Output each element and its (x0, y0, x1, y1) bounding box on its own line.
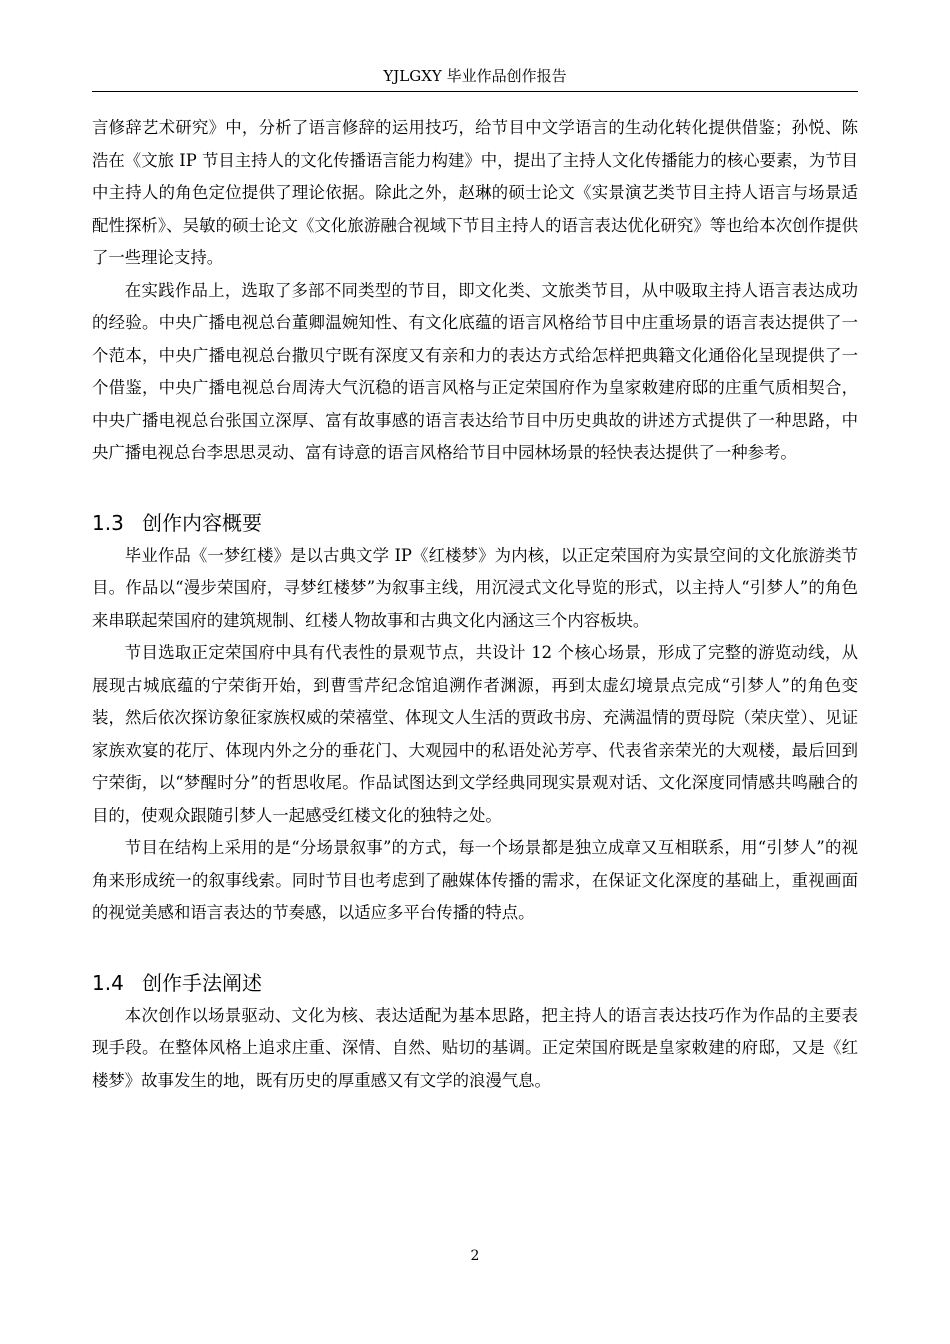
paragraph: 本次创作以场景驱动、文化为核、表达适配为基本思路，把主持人的语言表达技巧作为作品的主要表现手段。在整体风格上追求庄重、深情、自然、贴切的基调。正定荣国府既是皇家敕建的府邸，又是《红楼梦》故事发生的地，既有历史的厚重感又有文学的浪漫气息。 (92, 1005, 858, 1090)
running-header: YJLGXY 毕业作品创作报告 (383, 67, 567, 85)
section-title: 创作手法阐述 (142, 970, 262, 995)
paragraph: 毕业作品《一梦红楼》是以古典文学 IP《红楼梦》为内核，以正定荣国府为实景空间的文化旅游类节目。作品以“漫步荣国府，寻梦红楼梦”为叙事主线，用沉浸式文化导览的形式，以主持人“引梦人”的角色来串联起荣国府的建筑规制、红楼人物故事和古典文化内涵这三个内容板块。 (92, 545, 858, 630)
document-body (92, 112, 858, 1097)
section-heading-1-3 (92, 508, 858, 538)
section-heading-1-4 (92, 968, 858, 998)
paragraph-practice-works: 在实践作品上，选取了多部不同类型的节目，即文化类、文旅类节目，从中吸取主持人语言表达成功的经验。中央广播电视总台董卿温婉知性、有文化底蕴的语言风格给节目中庄重场景的语言表达提供了一个范本，中央广播电视总台撒贝宁既有深度又有亲和力的表达方式给怎样把典籍文化通俗化呈现提供了一个借鉴，中央广播电视总台周涛大气沉稳的语言风格与正定荣国府作为皇家敕建府邸的庄重气质相契合，中央广播电视总台张国立深厚、富有故事感的语言表达给节目中历史典故的讲述方式提供了一种思路，中央广播电视总台李思思灵动、富有诗意的语言风格给节目中园林场景的轻快表达提供了一种参考。 (92, 280, 858, 462)
header-rule (92, 91, 858, 92)
paragraph: 节目选取正定荣国府中具有代表性的景观节点，共设计 12 个核心场景，形成了完整的游览动线，从展现古城底蕴的宁荣街开始，到曹雪芹纪念馆追溯作者渊源，再到太虚幻境景点完成“引梦人”的角色变装，然后依次探访象征家族权威的荣禧堂、体现文人生活的贾政书房、充满温情的贾母院（荣庆堂）、见证家族欢宴的花厅、体现内外之分的垂花门、大观园中的私语处沁芳亭、代表省亲荣光的大观楼，最后回到宁荣街，以“梦醒时分”的哲思收尾。作品试图达到文学经典同现实景观对话、文化深度同情感共鸣融合的目的，使观众跟随引梦人一起感受红楼文化的独特之处。 (92, 643, 858, 825)
section-number: 1.4 (92, 970, 124, 995)
section-number: 1.3 (92, 510, 124, 535)
page-number: 2 (470, 1248, 480, 1264)
section-title: 创作内容概要 (142, 510, 262, 535)
paragraph-continued: 言修辞艺术研究》中，分析了语言修辞的运用技巧，给节目中文学语言的生动化转化提供借鉴；孙悦、陈浩在《文旅 IP 节目主持人的文化传播语言能力构建》中，提出了主持人文化传播能力的核心要素，为节目中主持人的角色定位提供了理论依据。除此之外，赵琳的硕士论文《实景演艺类节目主持人语言与场景适配性探析》、吴敏的硕士论文《文化旅游融合视域下节目主持人的语言表达优化研究》等也给本次创作提供了一些理论支持。 (92, 118, 858, 267)
paragraph: 节目在结构上采用的是“分场景叙事”的方式，每一个场景都是独立成章又互相联系，用“引梦人”的视角来形成统一的叙事线索。同时节目也考虑到了融媒体传播的需求，在保证文化深度的基础上，重视画面的视觉美感和语言表达的节奏感，以适应多平台传播的特点。 (92, 838, 858, 922)
